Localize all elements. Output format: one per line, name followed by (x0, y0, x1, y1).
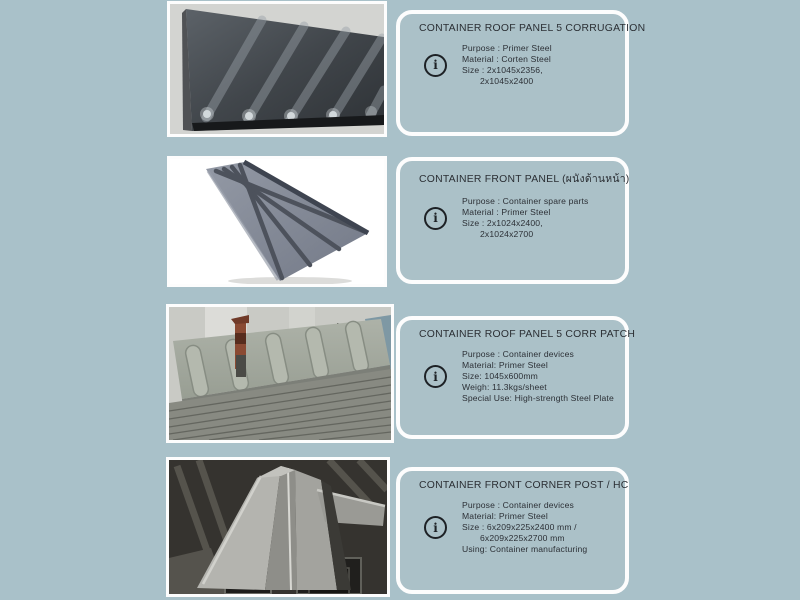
info-icon-glyph: i (433, 369, 438, 384)
roof-panel-patch-stack-photo (166, 304, 394, 443)
detail-line: Purpose : Container devices (462, 349, 575, 359)
detail-line: Weigh: 11.3kgs/sheet (462, 382, 547, 392)
roof-panel-5-corrugation-photo (167, 1, 387, 137)
product-card-roof-panel-5-corrugation (396, 10, 646, 136)
detail-line: 2x1045x2400 (480, 76, 534, 86)
product-title: CONTAINER FRONT PANEL (ผนังด้านหน้า) (419, 174, 630, 185)
product-card-corner-post (396, 467, 629, 594)
detail-line: Purpose : Container spare parts (462, 196, 589, 206)
roof-panel-illustration (170, 4, 384, 134)
detail-line: Size: 1045x600mm (462, 371, 538, 381)
info-icon (424, 365, 447, 388)
product-details (462, 43, 552, 87)
product-card-front-panel (396, 157, 629, 284)
product-title: CONTAINER ROOF PANEL 5 CORRUGATION (419, 23, 646, 34)
product-details (462, 196, 588, 240)
detail-line: Purpose : Container devices (462, 500, 575, 510)
product-card-roof-panel-patch (396, 316, 636, 439)
detail-line: Size : 2x1045x2356, (462, 65, 543, 75)
detail-line: Material: Primer Steel (462, 511, 548, 521)
product-title: CONTAINER FRONT CORNER POST / HC (419, 480, 629, 491)
detail-line: Purpose : Primer Steel (462, 43, 552, 53)
info-icon (424, 516, 447, 539)
panel-stack-illustration (169, 307, 391, 440)
product-details (462, 500, 587, 555)
info-icon (424, 54, 447, 77)
corner-post-photo (166, 457, 390, 597)
front-panel-photo (167, 156, 387, 287)
info-icon-glyph: i (433, 58, 438, 72)
detail-line: Special Use: High-strength Steel Plate (462, 393, 614, 403)
product-title: CONTAINER ROOF PANEL 5 CORR PATCH (419, 329, 636, 340)
front-panel-illustration (170, 159, 384, 284)
detail-line: Material: Primer Steel (462, 360, 548, 370)
info-icon-glyph: i (433, 520, 438, 535)
corner-post-illustration (169, 460, 387, 594)
detail-line: Material : Primer Steel (462, 207, 551, 217)
detail-line: 2x1024x2700 (480, 229, 534, 239)
detail-line: Using: Container manufacturing (462, 544, 588, 554)
detail-line: Size : 6x209x225x2400 mm / (462, 522, 577, 532)
product-details (462, 349, 614, 404)
detail-line: 6x209x225x2700 mm (480, 533, 565, 543)
detail-line: Size : 2x1024x2400, (462, 218, 543, 228)
info-icon (424, 207, 447, 230)
detail-line: Material : Corten Steel (462, 54, 551, 64)
info-icon-glyph: i (433, 211, 438, 225)
